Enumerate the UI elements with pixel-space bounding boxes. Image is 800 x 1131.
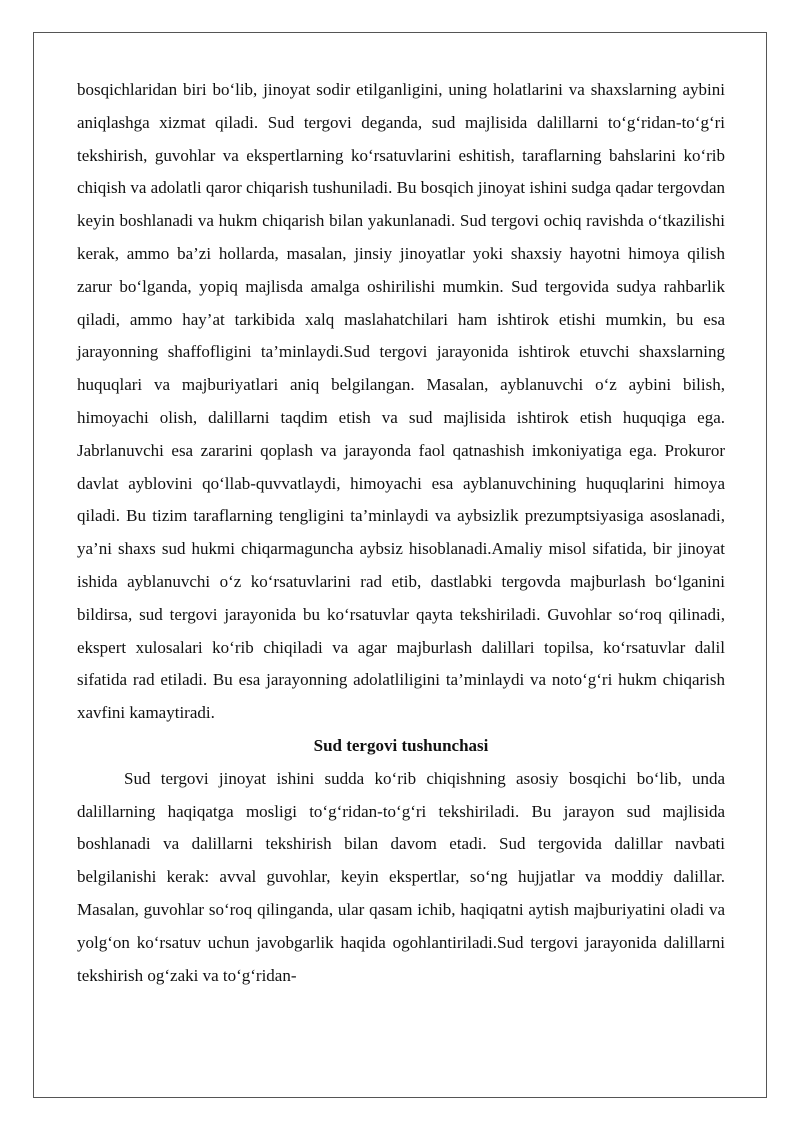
- section-heading: Sud tergovi tushunchasi: [313, 735, 489, 755]
- document-body: [77, 74, 725, 992]
- body-paragraph: bosqichlaridan biri bo‘lib, jinoyat sodir etilganligini, uning holatlarini va shaxslarning aybini aniqlashga xizmat qiladi. Sud tergovi deganda, sud majlisida dalillarni to‘g‘ridan-to‘g‘ri tekshirish, guvohlar va ekspertlarning ko‘rsatuvlarini eshitish, taraflarning bahslarini ko‘rib chiqish va adolatli qaror chiqarish tushuniladi. Bu bosqich jinoyat ishini sudga qadar tergovdan keyin boshlanadi va hukm chiqarish bilan yakunlanadi. Sud tergovi ochiq ravishda o‘tkazilishi kerak, ammo ba’zi hollarda, masalan, jinsiy jinoyatlar yoki shaxsiy hayotni himoya qilish zarur bo‘lganda, yopiq majlisda amalga oshirilishi mumkin. Sud tergovida sudya rahbarlik qiladi, ammo hay’at tarkibida xalq maslahatchilari ham ishtirok etishi mumkin, bu esa jarayonning shaffofligini ta’minlaydi.Sud tergovi jarayonida ishtirok etuvchi shaxslarning huquqlari va majburiyatlari aniq belgilangan. Masalan, ayblanuvchi o‘z aybini bilish, himoyachi olish, dalillarni taqdim etish va sud majlisida ishtirok etish huquqiga ega. Jabrlanuvchi esa zararini qoplash va jarayonda faol qatnashish imkoniyatiga ega. Prokuror davlat ayblovini qo‘llab-quvvatlaydi, himoyachi esa ayblanuvchining huquqlarini himoya qiladi. Bu tizim taraflarning tengligini ta’minlaydi va aybsizlik prezumptsiyasiga asoslanadi, ya’ni shaxs sud hukmi chiqarmaguncha aybsiz hisoblanadi.Amaliy misol sifatida, bir jinoyat ishida ayblanuvchi o‘z ko‘rsatuvlarini rad etib, dastlabki tergovda majburlash bo‘lganini bildirsa, sud tergovi jarayonida bu ko‘rsatuvlar qayta tekshiriladi. Guvohlar so‘roq qilinadi, ekspert xulosalari ko‘rib chiqiladi va agar majburlash dalillari topilsa, ko‘rsatuvlar dalil sifatida rad etiladi. Bu esa jarayonning adolatliligini ta’minlaydi va noto‘g‘ri hukm chiqarish xavfini kamaytiradi.: [77, 80, 725, 723]
- body-paragraph: Sud tergovi jinoyat ishini sudda ko‘rib chiqishning asosiy bosqichi bo‘lib, unda dalillarning haqiqatga mosligi to‘g‘ridan-to‘g‘ri tekshiriladi. Bu jarayon sud majlisida boshlanadi va dalillarni tekshirish bilan davom etadi. Sud tergovida dalillar navbati belgilanishi kerak: avval guvohlar, keyin ekspertlar, so‘ng hujjatlar va moddiy dalillar. Masalan, guvohlar so‘roq qilinganda, ular qasam ichib, haqiqatni aytish majburiyatini oladi va yolg‘on ko‘rsatuv uchun javobgarlik haqida ogohlantiriladi.Sud tergovi jarayonida dalillarni tekshirish og‘zaki va to‘g‘ridan-: [77, 768, 725, 985]
